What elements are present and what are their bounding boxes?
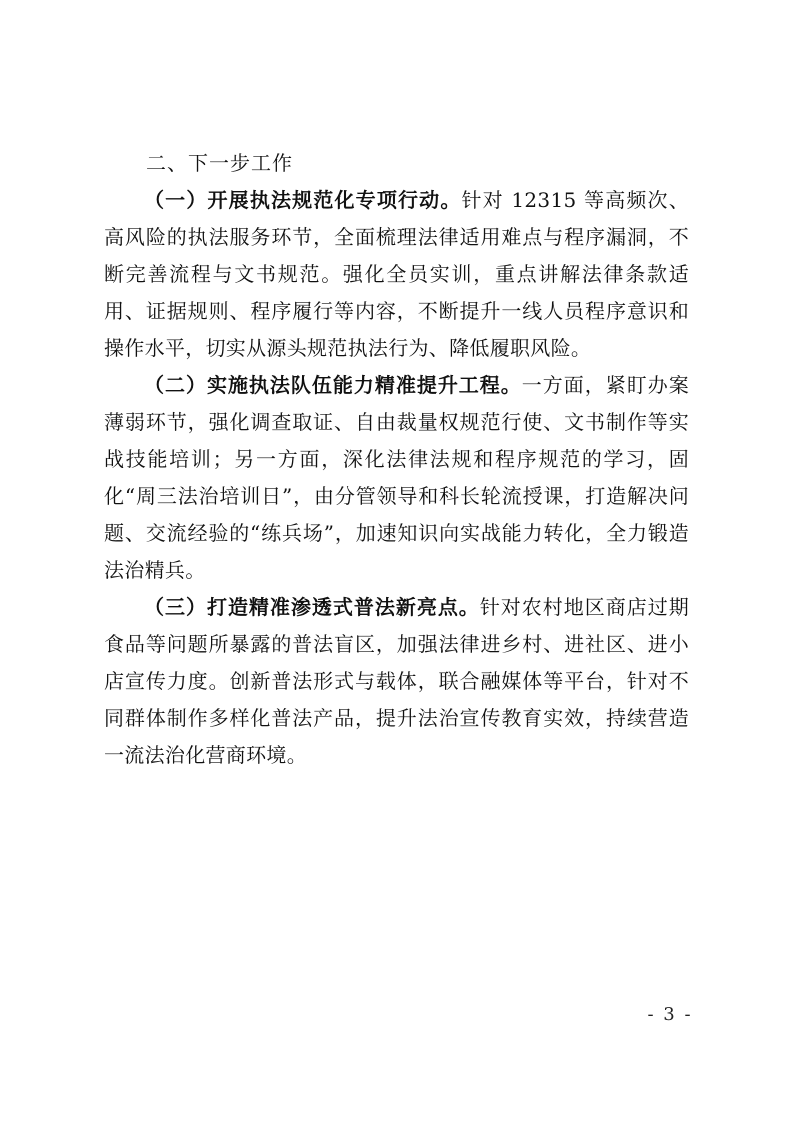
paragraph-lead: （一）开展执法规范化专项行动。	[144, 188, 462, 212]
paragraph-team-capability	[104, 367, 689, 589]
paragraph-body: 针对 12315 等高频次、高风险的执法服务环节，全面梳理法律适用难点与程序漏洞，不断完善流程与文书规范。强化全员实训，重点讲解法律条款适用、证据规则、程序履行等内容，不断提升一线人员程序意识和操作水平，切实从源头规范执法行为、降低履职风险。	[104, 188, 689, 360]
paragraph-lead: （三）打造精准渗透式普法新亮点。	[144, 595, 480, 619]
page-number: - 3 -	[647, 1004, 693, 1025]
paragraph-legal-publicity	[104, 589, 689, 774]
paragraph-lead: （二）实施执法队伍能力精准提升工程。	[144, 373, 522, 397]
document-body	[104, 145, 689, 774]
paragraph-law-enforcement-standardization	[104, 182, 689, 367]
paragraph-body: 针对农村地区商店过期食品等问题所暴露的普法盲区，加强法律进乡村、进社区、进小店宣传力度。创新普法形式与载体，联合融媒体等平台，针对不同群体制作多样化普法产品，提升法治宣传教育实效，持续营造一流法治化营商环境。	[104, 595, 689, 767]
paragraph-body: 一方面，紧盯办案薄弱环节，强化调查取证、自由裁量权规范行使、文书制作等实战技能培训；另一方面，深化法律法规和程序规范的学习，固化“周三法治培训日”，由分管领导和科长轮流授课，打造解决问题、交流经验的“练兵场”，加速知识向实战能力转化，全力锻造法治精兵。	[104, 373, 689, 582]
section-heading: 二、下一步工作	[146, 151, 293, 175]
